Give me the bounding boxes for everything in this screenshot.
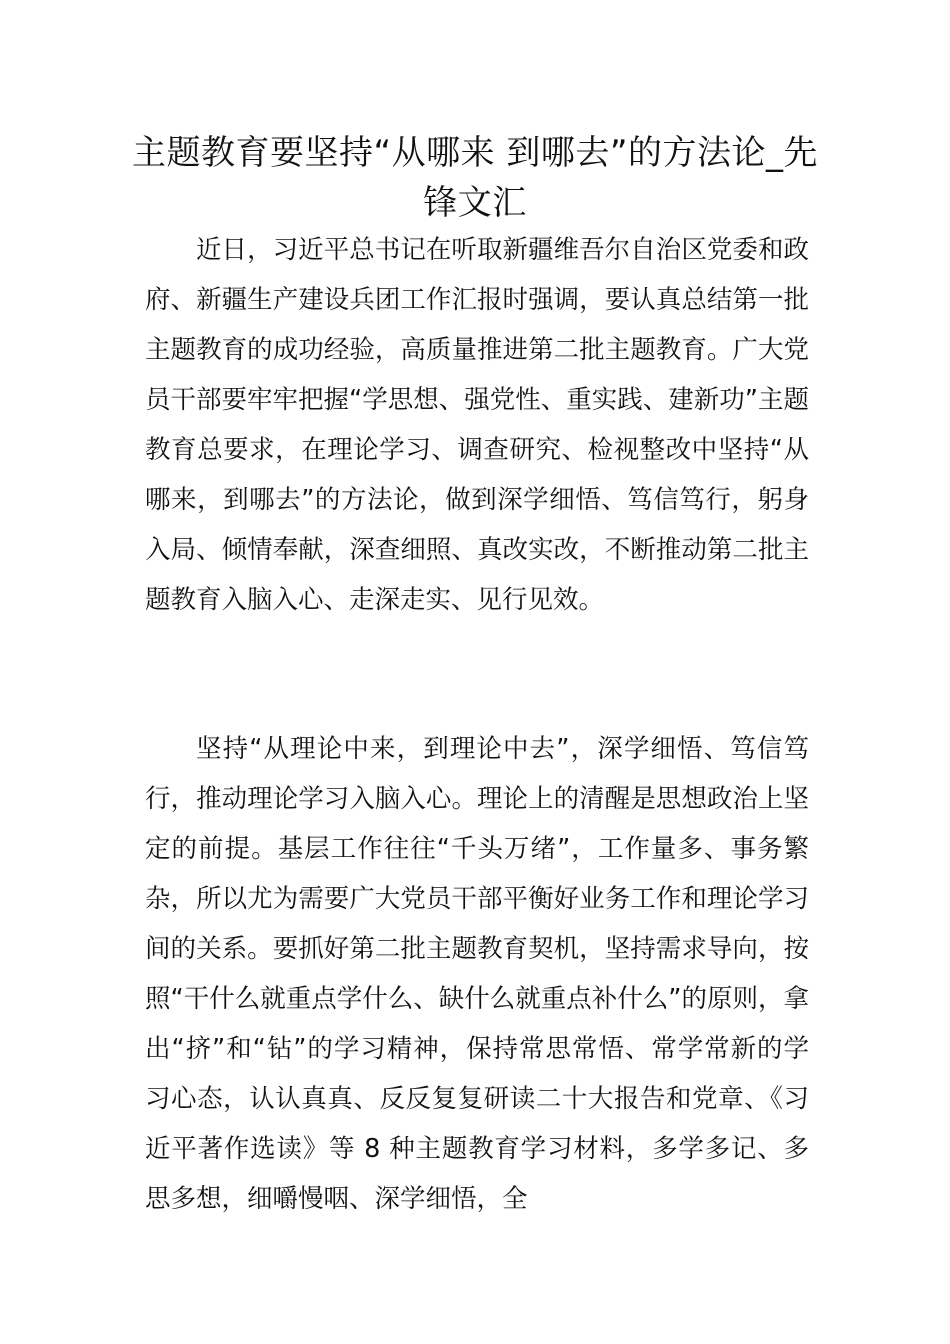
body-paragraph-2: 坚持“从理论中来，到理论中去”，深学细悟、笃信笃行，推动理论学习入脑入心。理论上的清醒是思想政治上坚定的前提。基层工作往往“千头万绪”，工作量多、事务繁杂，所以尤为需要广大党员干部平衡好业务工作和理论学习间的关系。要抓好第二批主题教育契机，坚持需求导向，按照“干什么就重点学什么、缺什么就重点补什么”的原则，拿出“挤”和“钻”的学习精神，保持常思常悟、常学常新的学习心态，认认真真、反反复复研读二十大报告和党章、《习近平著作选读》等 8 种主题教育学习材料，多学多记、多思多想，细嚼慢咽、深学细悟，全 [145, 734, 809, 1214]
document-title: 主题教育要坚持“从哪来 到哪去”的方法论_先锋文汇 [131, 133, 819, 223]
body-paragraph-1: 近日，习近平总书记在听取新疆维吾尔自治区党委和政府、新疆生产建设兵团工作汇报时强调，要认真总结第一批主题教育的成功经验，高质量推进第二批主题教育。广大党员干部要牢牢把握“学思想、强党性、重实践、建新功”主题教育总要求，在理论学习、调查研究、检视整改中坚持“从哪来，到哪去”的方法论，做到深学细悟、笃信笃行，躬身入局、倾情奉献，深查细照、真改实改，不断推动第二批主题教育入脑入心、走深走实、见行见效。 [145, 235, 809, 615]
